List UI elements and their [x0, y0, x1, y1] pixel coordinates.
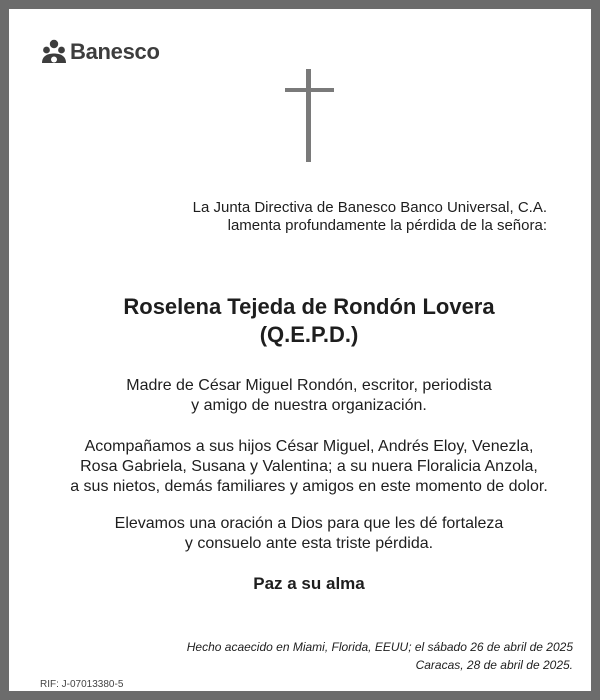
paragraph-line: a sus nietos, demás familiares y amigos en este momento de dolor.	[70, 478, 548, 495]
intro-text	[193, 199, 547, 235]
deceased-name-block	[9, 293, 600, 349]
banesco-people-icon	[41, 39, 67, 65]
intro-line: La Junta Directiva de Banesco Banco Universal, C.A.	[192, 199, 547, 216]
paragraph-prayer	[9, 514, 600, 554]
qepd-label: (Q.E.P.D.)	[259, 322, 359, 347]
paragraph-line: Acompañamos a sus hijos César Miguel, Andrés Eloy, Venezla,	[84, 438, 534, 455]
paragraph-line: y amigo de nuestra organización.	[191, 397, 427, 414]
footer-note	[187, 638, 573, 674]
banesco-logo	[41, 39, 160, 65]
deceased-name: Roselena Tejeda de Rondón Lovera	[123, 294, 495, 319]
paragraph-line: Elevamos una oración a Dios para que les dé fortaleza	[114, 515, 504, 532]
rif-number: RIF: J-07013380-5	[40, 679, 124, 690]
footer-line: Hecho acaecido en Miami, Florida, EEUU; el sábado 26 de abril de 2025	[186, 640, 573, 654]
paragraph-line: Madre de César Miguel Rondón, escritor, periodista	[126, 377, 492, 394]
paragraph-relationship	[9, 376, 600, 416]
footer-line: Caracas, 28 de abril de 2025.	[415, 658, 573, 672]
intro-line: lamenta profundamente la pérdida de la señora:	[227, 217, 547, 234]
cross-icon	[285, 69, 335, 162]
paragraph-line: y consuelo ante esta triste pérdida.	[184, 535, 434, 552]
paragraph-condolences	[9, 437, 600, 497]
paragraph-line: Rosa Gabriela, Susana y Valentina; a su nuera Floralicia Anzola,	[80, 458, 538, 475]
logo-wordmark: Banesco	[70, 39, 160, 64]
closing-phrase: Paz a su alma	[253, 574, 365, 593]
